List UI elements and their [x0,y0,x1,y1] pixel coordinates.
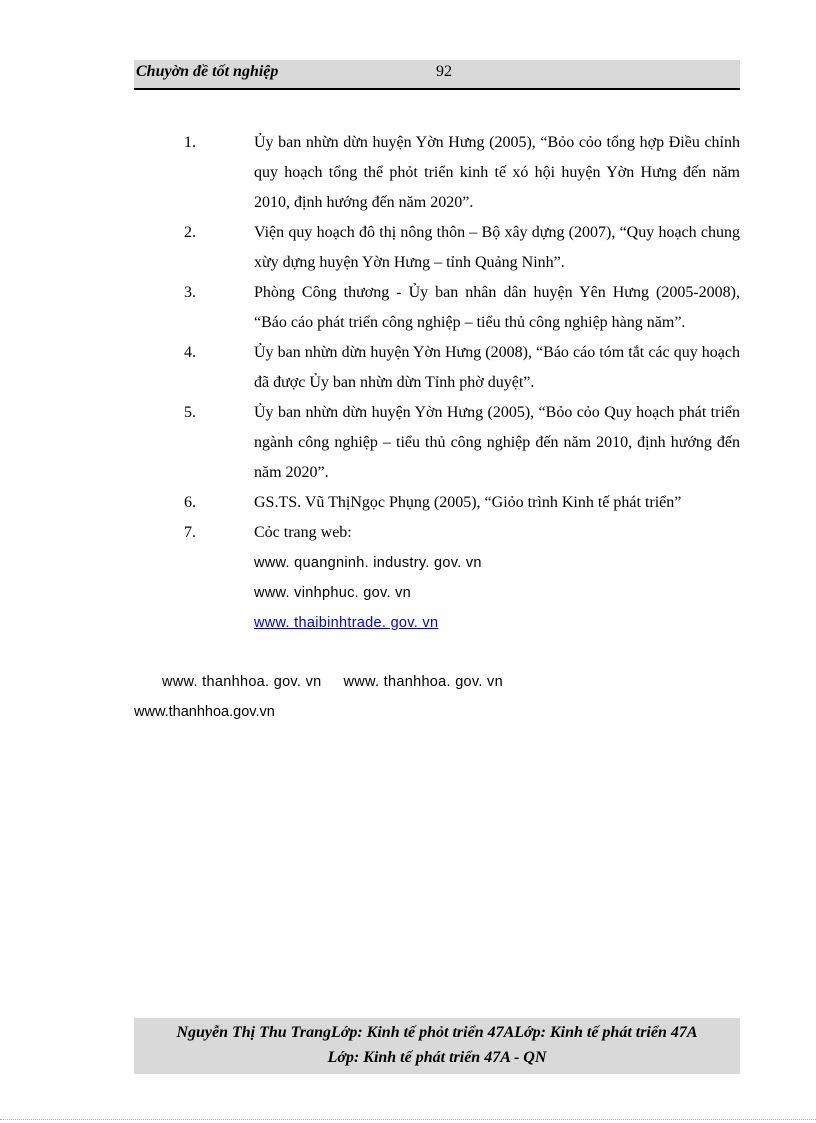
reference-text: Viện quy hoạch đô thị nông thôn – Bộ xây dựng (2007), “Quy hoạch chung xừy dựng huyện Yờn Hưng – tỉnh Quảng Ninh”. [254,224,740,271]
website-item [134,548,740,578]
reference-number: 3. [184,284,196,301]
reference-number: 7. [184,524,196,541]
page-footer [134,1018,740,1074]
extra-websites-line [162,670,503,694]
reference-item [134,218,740,278]
footer-line-2: Lớp: Kinh tế phát triển 47A - QN [327,1049,547,1066]
reference-item [134,398,740,488]
reference-text: Phòng Công thương - Ủy ban nhân dân huyện Yên Hưng (2005-2008), “Báo cáo phát triển công nghiệp – tiểu thủ công nghiệp hàng năm”. [254,284,740,331]
extra-website-b: www. thanhhoa. gov. vn [343,674,503,690]
website-item [134,608,740,638]
reference-item [134,518,740,548]
reference-item [134,488,740,518]
reference-number: 1. [184,134,196,151]
website-text: www. quangninh. industry. gov. vn [254,555,482,571]
reference-text: Cỏc trang web: [254,524,352,541]
page-bottom-divider [0,1119,816,1120]
reference-text: Ủy ban nhừn dừn huyện Yờn Hưng (2005), “Bỏo cỏo tổng hợp Điều chỉnh quy hoạch tổng thể phỏt triển kinh tế xó hội huyện Yờn Hưng đến năm 2010, định hướng đến năm 2020”. [254,134,740,211]
extra-website-a: www. thanhhoa. gov. vn [162,674,322,690]
reference-text: Ủy ban nhừn dừn huyện Yờn Hưng (2008), “Báo cáo tóm tắt các quy hoạch đã được Ủy ban nhừn dừn Tỉnh phờ duyệt”. [254,344,740,391]
reference-item [134,278,740,338]
reference-text: GS.TS. Vũ ThịNgọc Phụng (2005), “Giỏo trình Kinh tế phát triển” [254,494,682,511]
reference-number: 2. [184,224,196,241]
header-title: Chuyờn đề tốt nghiệp [136,63,279,80]
reference-text: Ủy ban nhừn dừn huyện Yờn Hưng (2005), “Bỏo cỏo Quy hoạch phát triển ngành công nghiệp – tiểu thủ công nghiệp đến năm 2010, định hướng đến năm 2020”. [254,404,740,481]
reference-item [134,128,740,218]
footer-line-1: Nguyễn Thị Thu TrangLớp: Kinh tế phỏt triển 47ALớp: Kinh tế phát triển 47A [176,1024,698,1041]
website-item [134,578,740,608]
reference-number: 4. [184,344,196,361]
extra-website-c: www.thanhhoa.gov.vn [134,704,275,720]
reference-number: 6. [184,494,196,511]
website-link[interactable]: www. thaibinhtrade. gov. vn [254,615,439,631]
page-number: 92 [436,63,452,80]
page-header [134,60,740,90]
reference-list [134,128,740,638]
reference-item [134,338,740,398]
website-text: www. vinhphuc. gov. vn [254,585,412,601]
reference-number: 5. [184,404,196,421]
